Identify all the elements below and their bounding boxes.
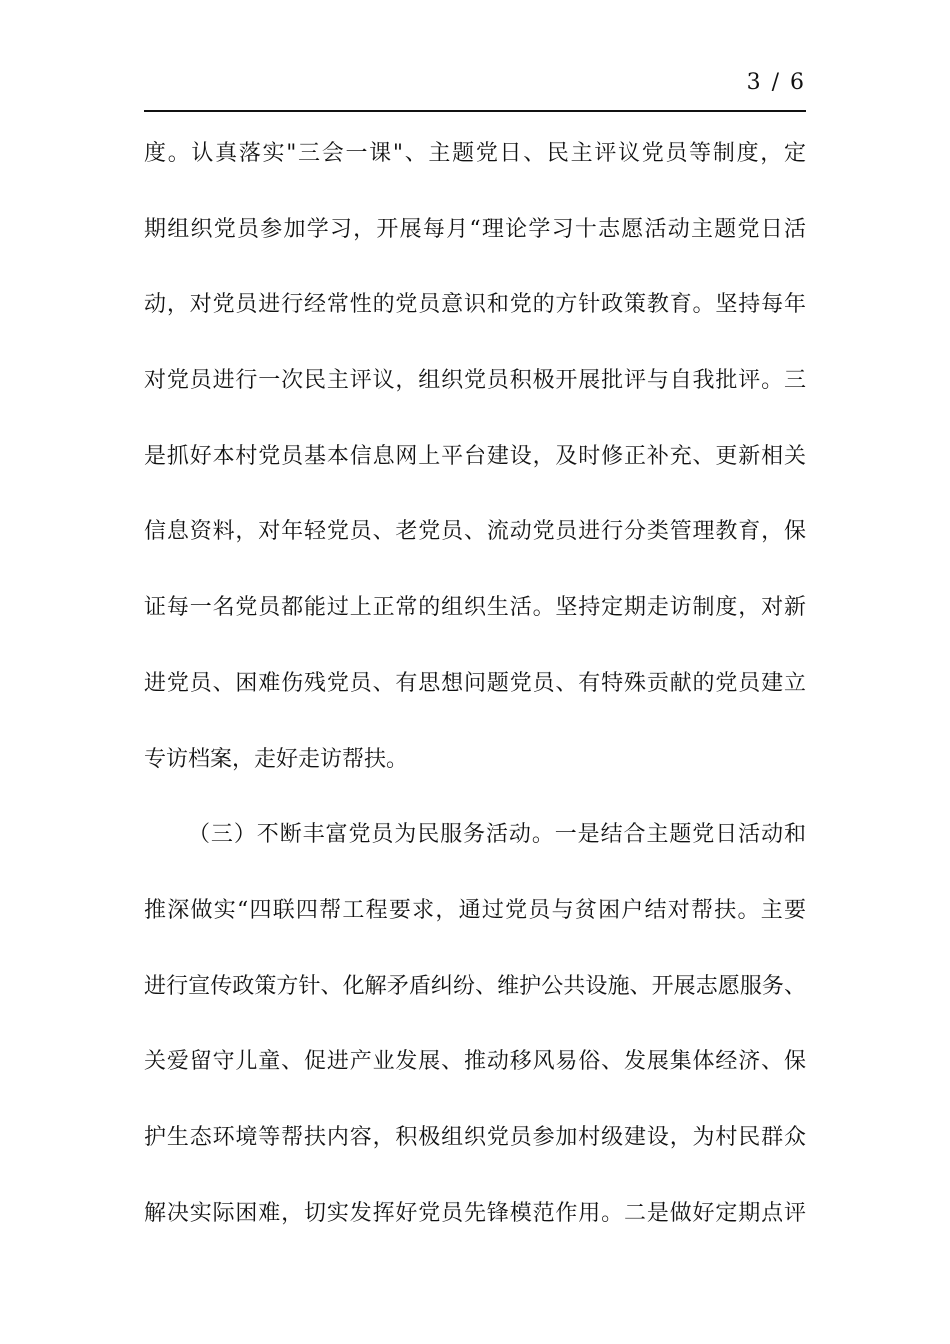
text-line: 进行宣传政策方针、化解矛盾纠纷、维护公共设施、开展志愿服务、 [144,973,806,999]
document-body [144,116,806,1251]
header-divider [144,110,806,112]
text-line: （三）不断丰富党员为民服务活动。一是结合主题党日活动和 [188,822,806,848]
text-line: 是抓好本村党员基本信息网上平台建设，及时修正补充、更新相关 [144,443,806,469]
text-line: 护生态环境等帮扶内容，积极组织党员参加村级建设，为村民群众 [144,1124,806,1150]
text-line: 度。认真落实"三会一课"、主题党日、民主评议党员等制度，定 [144,141,806,166]
text-line: 专访档案，走好走访帮扶。 [144,746,409,772]
text-line: 动，对党员进行经常性的党员意识和党的方针政策教育。坚持每年 [144,292,806,318]
page-number: 3 / 6 [746,70,806,95]
text-line: 解决实际困难，切实发挥好党员先锋模范作用。二是做好定期点评 [144,1200,806,1226]
text-line: 证每一名党员都能过上正常的组织生活。坚持定期走访制度，对新 [144,595,806,621]
text-line: 期组织党员参加学习，开展每月“理论学习十志愿活动主题党日活 [144,216,806,242]
text-line: 推深做实“四联四帮工程要求，通过党员与贫困户结对帮扶。主要 [144,897,806,923]
text-line: 信息资料，对年轻党员、老党员、流动党员进行分类管理教育，保 [144,519,806,545]
text-line: 进党员、困难伤残党员、有思想问题党员、有特殊贡献的党员建立 [144,670,806,696]
text-line: 对党员进行一次民主评议，组织党员积极开展批评与自我批评。三 [144,368,806,394]
text-line: 关爱留守儿童、促进产业发展、推动移风易俗、发展集体经济、保 [144,1049,806,1075]
